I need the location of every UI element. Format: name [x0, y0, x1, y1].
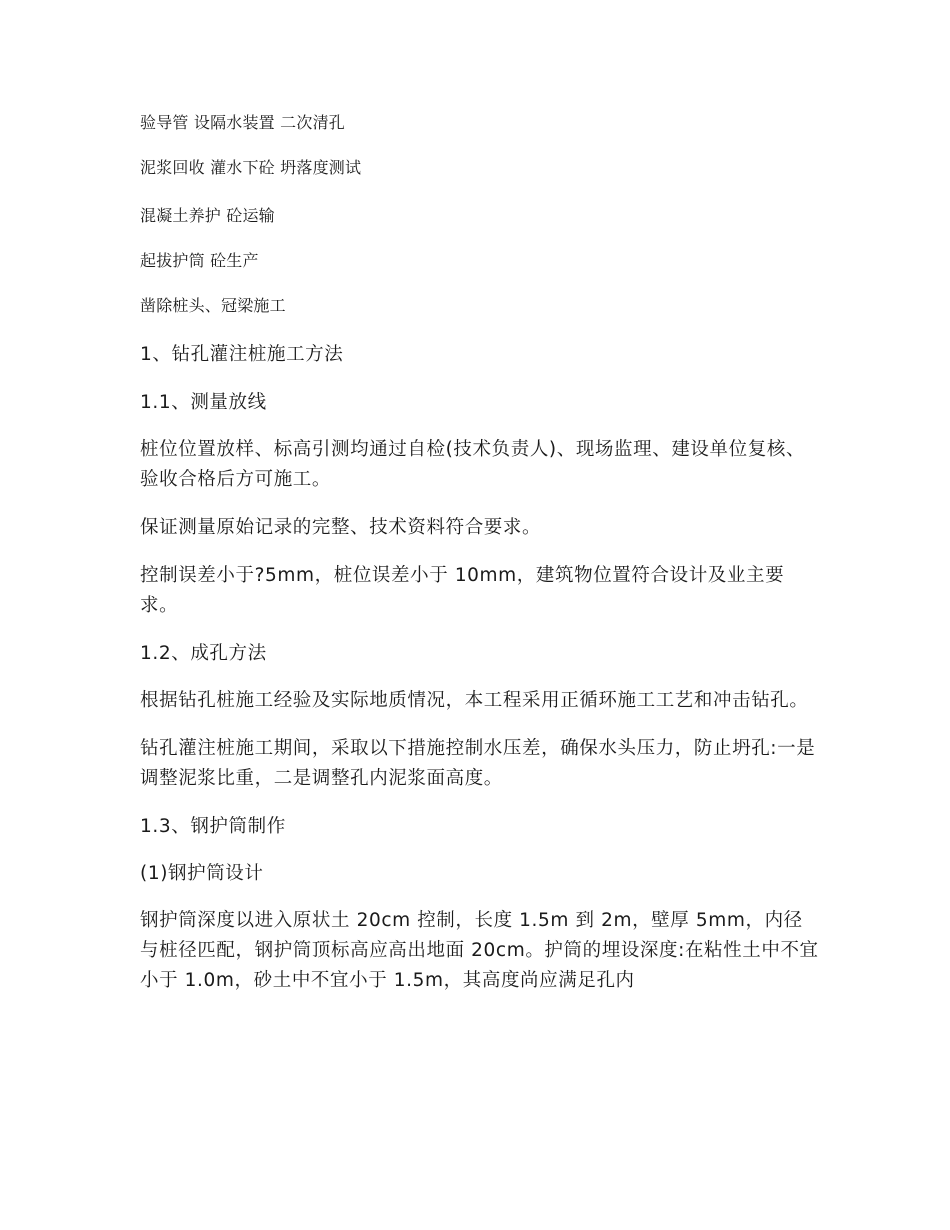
paragraph: 保证测量原始记录的完整、技术资料符合要求。	[140, 517, 542, 538]
paragraph: 根据钻孔桩施工经验及实际地质情况，本工程采用正循环施工工艺和冲击钻孔。	[140, 690, 809, 711]
flow-step-line: 起拔护筒 砼生产	[140, 251, 259, 270]
paragraph: 控制误差小于?5mm，桩位误差小于 10mm，建筑物位置符合设计及业主要求。	[140, 565, 785, 616]
paragraph: 钢护筒深度以进入原状土 20cm 控制，长度 1.5m 到 2m，壁厚 5mm，内径与桩径匹配，钢护筒顶标高应高出地面 20cm。护筒的埋设深度:在粘性土中不宜小于 1.0m，砂土中不宜小于 1.5m，其高度尚应满足孔内	[140, 910, 819, 991]
section-heading-1-1: 1.1、测量放线	[140, 392, 267, 413]
flow-step-line: 泥浆回收 灌水下砼 坍落度测试	[140, 158, 362, 177]
construction-flow-steps	[140, 112, 820, 317]
paragraph: 钻孔灌注桩施工期间，采取以下措施控制水压差，确保水头压力，防止坍孔:一是调整泥浆比重，二是调整孔内泥浆面高度。	[140, 738, 816, 789]
section-heading-1: 1、钻孔灌注桩施工方法	[140, 344, 344, 365]
flow-step-line: 凿除桩头、冠梁施工	[140, 296, 286, 315]
document-body	[140, 112, 820, 1013]
flow-step-line: 验导管 设隔水装置 二次清孔	[140, 113, 345, 132]
paragraph: 桩位位置放样、标高引测均通过自检(技术负责人)、现场监理、建设单位复核、验收合格后方可施工。	[140, 439, 806, 490]
subsection-heading: (1)钢护筒设计	[140, 863, 264, 884]
section-heading-1-3: 1.3、钢护筒制作	[140, 816, 286, 837]
section-heading-1-2: 1.2、成孔方法	[140, 643, 267, 664]
flow-step-line: 混凝土养护 砼运输	[140, 206, 275, 225]
